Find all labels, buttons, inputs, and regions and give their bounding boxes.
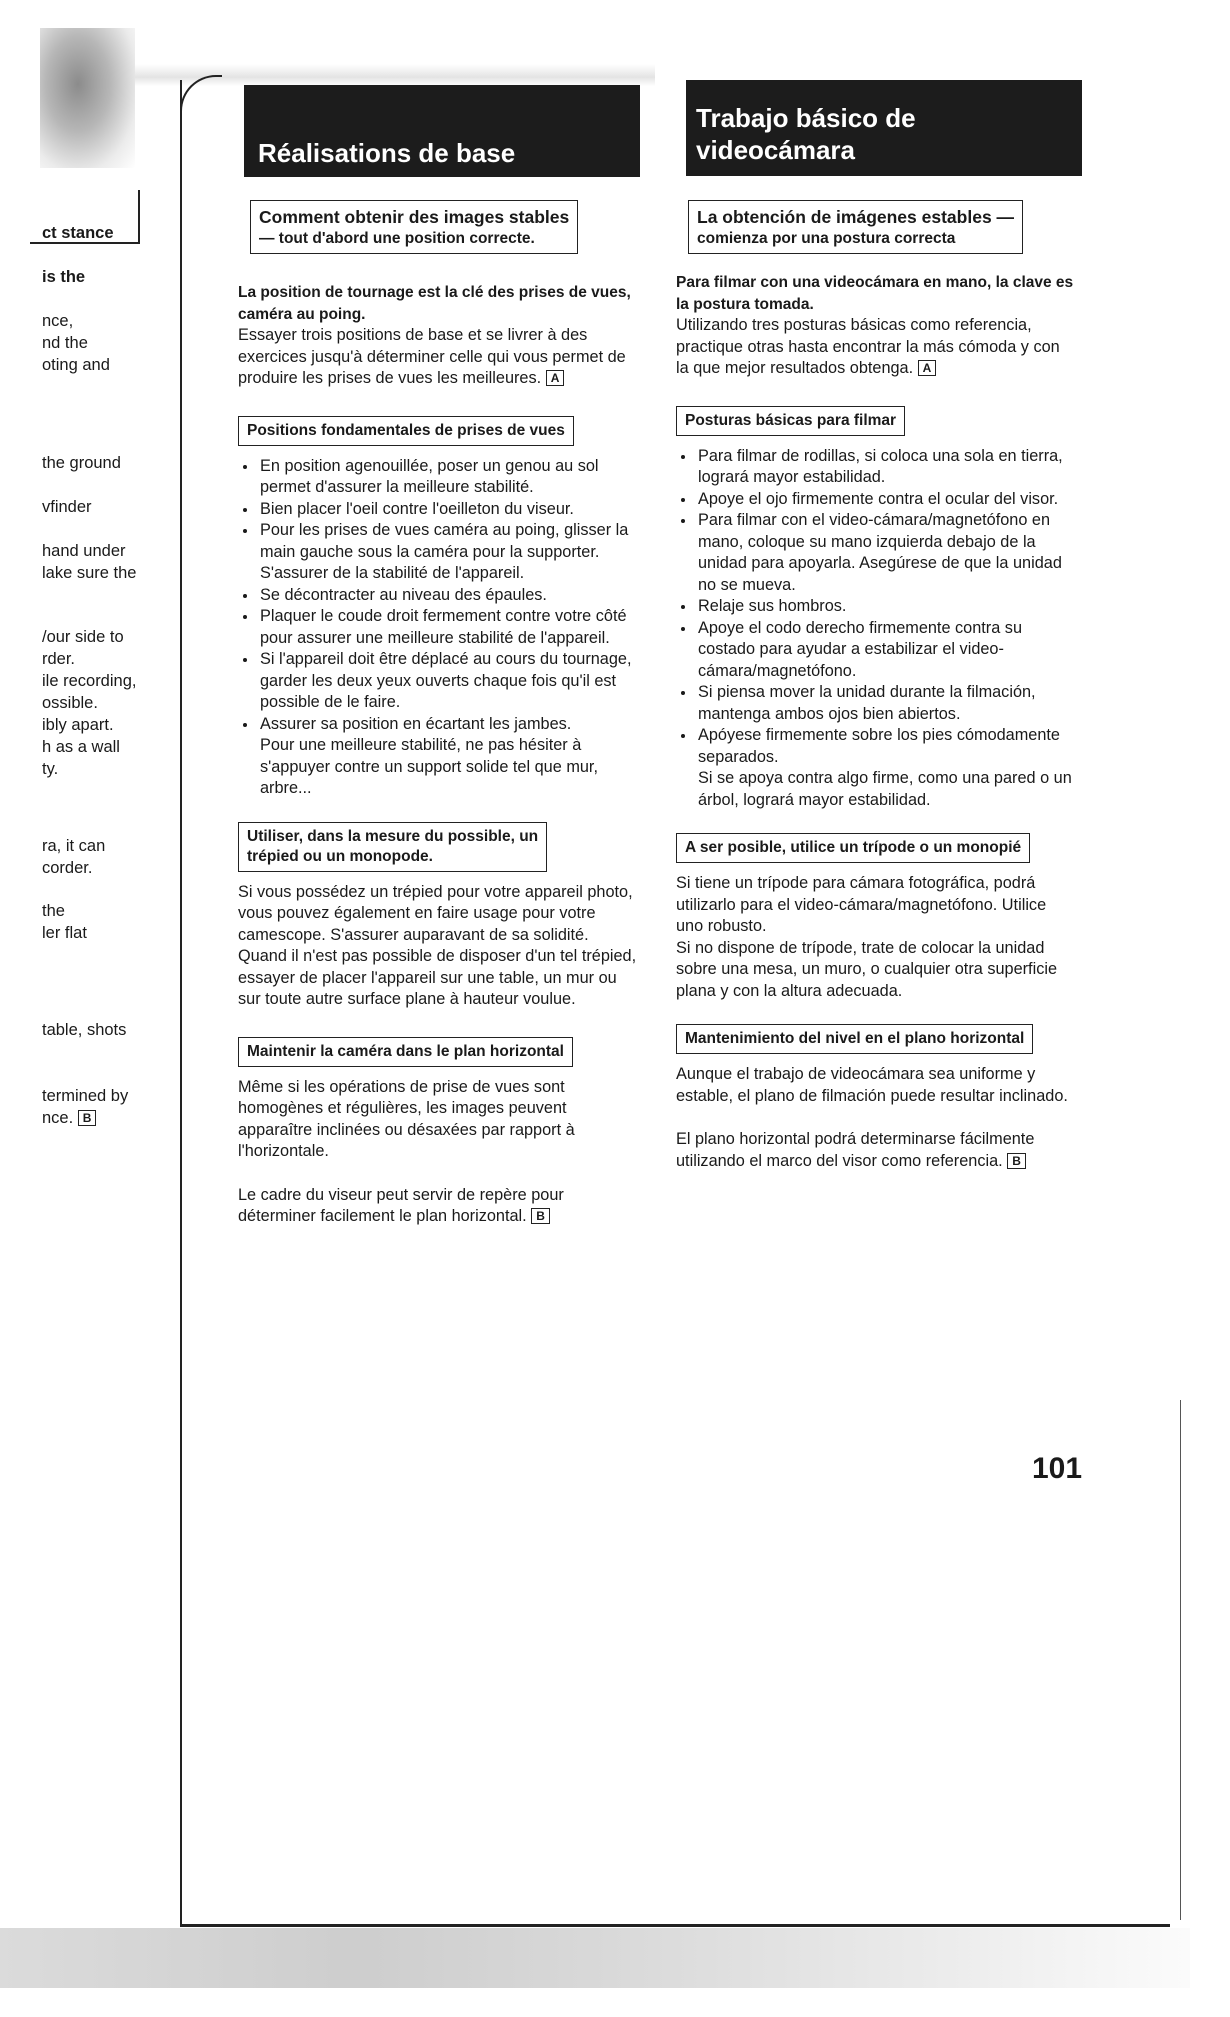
french-heading-tripod-line2: trépied ou un monopode. bbox=[247, 847, 433, 865]
french-banner-title: Réalisations de base bbox=[258, 138, 516, 168]
left-fragment: table, shots bbox=[42, 1021, 127, 1039]
spanish-bullet-note: Si se apoya contra algo firme, como una pared o un árbol, logrará mayor estabilidad. bbox=[698, 769, 1072, 809]
spanish-horizontal-p1: Aunque el trabajo de videocámara sea uniforme y estable, el plano de filmación puede resultar inclinado. bbox=[676, 1065, 1068, 1105]
scan-shadow bbox=[40, 28, 135, 168]
left-fragment-text: nce. bbox=[42, 1109, 74, 1127]
page-edge-vertical bbox=[180, 80, 182, 1926]
left-fragment: ler flat bbox=[42, 924, 87, 942]
spanish-intro-text: Utilizando tres posturas básicas como referencia, practique otras hasta encontrar la más cómoda y con la que mejor resultados obtenga. bbox=[676, 316, 1060, 377]
french-heading-tripod-line1: Utiliser, dans la mesure du possible, un bbox=[247, 827, 539, 845]
figure-ref-b: B bbox=[1007, 1153, 1026, 1169]
left-fragment: is the bbox=[42, 268, 86, 286]
french-heading-horizontal-text: Maintenir la caméra dans le plan horizontal bbox=[247, 1042, 564, 1060]
spanish-banner-line1: Trabajo básico de bbox=[696, 103, 916, 133]
french-bullet-list bbox=[238, 456, 638, 736]
french-heading-line2: — tout d'abord une position correcte. bbox=[259, 230, 535, 247]
french-section-banner bbox=[244, 85, 640, 177]
french-heading-positions-text: Positions fondamentales de prises de vues bbox=[247, 421, 565, 439]
spanish-heading-line1: La obtención de imágenes estables — bbox=[697, 207, 1015, 227]
margin-line bbox=[1180, 1400, 1181, 1920]
french-heading-stable bbox=[250, 200, 578, 254]
spanish-heading-tripod-text: A ser posible, utilice un trípode o un monopié bbox=[685, 839, 1022, 856]
french-bullet-note: Pour une meilleure stabilité, ne pas hésiter à s'appuyer contre un support solide tel que mur, arbre... bbox=[260, 736, 598, 797]
spanish-tripod-p2: Si no dispone de trípode, trate de colocar la unidad sobre una mesa, un muro, o cualquier otra superficie plana y con la altura adecuada. bbox=[676, 938, 1058, 1000]
french-heading-tripod bbox=[238, 822, 547, 872]
spanish-banner-line2: videocámara bbox=[696, 135, 855, 165]
list-item: • Apoye el codo derecho firmemente contra su costado para ayudar a estabilizar el video-cámara/magnetófono. bbox=[696, 618, 1076, 683]
spanish-tripod-p1: Si tiene un trípode para cámara fotográfica, podrá utilizarlo para el video-cámara/magnetófono. Utilice uno robusto. bbox=[676, 874, 1047, 935]
list-item: • Para filmar con el video-cámara/magnetófono en mano, coloque su mano izquierda debajo de la unidad para apoyarla. Asegúrese de que la unidad no se mueva. bbox=[696, 510, 1076, 596]
left-fragment: h as a wall bbox=[42, 738, 120, 756]
left-fragment: vfinder bbox=[42, 498, 92, 516]
spanish-heading-horizontal bbox=[676, 1024, 1033, 1054]
list-item: • Assurer sa position en écartant les jambes. bbox=[258, 714, 638, 736]
spanish-column bbox=[676, 200, 1076, 1172]
left-fragment: nd the bbox=[42, 334, 88, 352]
list-item: • Relaje sus hombros. bbox=[696, 596, 1076, 618]
left-fragment: the ground bbox=[42, 454, 121, 472]
spanish-section-banner bbox=[686, 80, 1082, 176]
list-item: • Apoye el ojo firmemente contra el ocular del visor. bbox=[696, 489, 1076, 511]
spanish-heading-postures bbox=[676, 406, 905, 436]
spanish-heading-horizontal-text: Mantenimiento del nivel en el plano horizontal bbox=[685, 1030, 1025, 1047]
left-fragment: /our side to bbox=[42, 628, 124, 646]
list-item: • Si piensa mover la unidad durante la filmación, mantenga ambos ojos bien abiertos. bbox=[696, 682, 1076, 725]
left-fragment: oting and bbox=[42, 356, 110, 374]
spanish-lead: Para filmar con una videocámara en mano, la clave es la postura tomada. bbox=[676, 274, 1074, 313]
french-horizontal-p1: Même si les opérations de prise de vues sont homogènes et régulières, les images peuvent apparaître inclinées ou désaxées par rapport à l'horizontale. bbox=[238, 1077, 575, 1160]
french-horizontal-p2 bbox=[238, 1185, 638, 1228]
figure-ref-a: A bbox=[918, 360, 937, 376]
left-fragment: ile recording, bbox=[42, 672, 137, 690]
page-number: 101 bbox=[1032, 1452, 1083, 1485]
left-fragment: nce, bbox=[42, 312, 74, 330]
french-intro-text: Essayer trois positions de base et se livrer à des exercices jusqu'à déterminer celle qui vous permet de produire les prises de vues les meilleures. bbox=[238, 326, 626, 387]
list-item: • En position agenouillée, poser un genou au sol permet d'assurer la meilleure stabilité. bbox=[258, 456, 638, 499]
french-tripod-p2: Quand il n'est pas possible de disposer d'un tel trépied, essayer de placer l'appareil sur une table, un mur ou sur toute autre surface plane à hauteur voulue. bbox=[238, 947, 637, 1008]
spanish-heading-tripod bbox=[676, 833, 1030, 863]
spanish-banner-title bbox=[696, 102, 916, 166]
spanish-horizontal-p2 bbox=[676, 1129, 1076, 1172]
left-fragment bbox=[42, 1107, 96, 1129]
left-fragment: ossible. bbox=[42, 694, 98, 712]
french-heading-line1: Comment obtenir des images stables bbox=[259, 207, 570, 227]
figure-ref-a: A bbox=[546, 370, 565, 386]
list-item: • Si l'appareil doit être déplacé au cours du tournage, garder les deux yeux ouverts chaque fois qu'il est possible de le faire. bbox=[258, 649, 638, 714]
figure-ref-b: B bbox=[78, 1110, 97, 1126]
scan-bottom-shadow bbox=[0, 1928, 1190, 1988]
french-tripod-p1: Si vous possédez un trépied pour votre appareil photo, vous pouvez également en faire usage pour votre camescope. S'assurer auparavant de sa solidité. bbox=[238, 882, 633, 944]
page-edge-horizontal bbox=[180, 1924, 1170, 1927]
left-fragment: rder. bbox=[42, 650, 76, 668]
spanish-heading-line2: comienza por una postura correcta bbox=[697, 230, 956, 247]
list-item: • Apóyese firmemente sobre los pies cómodamente separados. bbox=[696, 725, 1076, 768]
left-fragment: lake sure the bbox=[42, 564, 137, 582]
spanish-heading-stable bbox=[688, 200, 1023, 254]
list-item: • Para filmar de rodillas, si coloca una sola en tierra, logrará mayor estabilidad. bbox=[696, 446, 1076, 489]
left-fragment: ty. bbox=[42, 760, 59, 778]
french-heading-horizontal bbox=[238, 1037, 573, 1067]
french-heading-positions bbox=[238, 416, 574, 446]
left-fragment: ra, it can bbox=[42, 837, 106, 855]
french-horizontal-p2-text: Le cadre du viseur peut servir de repère pour déterminer facilement le plan horizontal. bbox=[238, 1185, 564, 1225]
left-fragment: hand under bbox=[42, 542, 126, 560]
list-item: • Plaquer le coude droit fermement contre votre côté pour assurer une meilleure stabilité de l'appareil. bbox=[258, 606, 638, 649]
left-fragment: ibly apart. bbox=[42, 716, 114, 734]
list-item: • Se décontracter au niveau des épaules. bbox=[258, 585, 638, 607]
spanish-intro bbox=[676, 315, 1076, 380]
figure-ref-b: B bbox=[531, 1208, 550, 1224]
french-column bbox=[238, 200, 638, 1228]
left-fragment: the bbox=[42, 902, 65, 920]
list-item: • Pour les prises de vues caméra au poing, glisser la main gauche sous la caméra pour la supporter. S'assurer de la stabilité de l'appareil. bbox=[258, 520, 638, 585]
list-item: • Bien placer l'oeil contre l'oeilleton du viseur. bbox=[258, 499, 638, 521]
french-lead: La position de tournage est la clé des prises de vues, caméra au poing. bbox=[238, 284, 631, 323]
left-fragment: ct stance bbox=[42, 224, 114, 242]
spanish-bullet-list bbox=[676, 446, 1076, 769]
left-fragment: termined by bbox=[42, 1087, 129, 1105]
spanish-horizontal-p2-text: El plano horizontal podrá determinarse fácilmente utilizando el marco del visor como referencia. bbox=[676, 1130, 1035, 1170]
french-intro bbox=[238, 325, 638, 390]
left-fragment: corder. bbox=[42, 859, 93, 877]
spanish-heading-postures-text: Posturas básicas para filmar bbox=[685, 411, 897, 429]
